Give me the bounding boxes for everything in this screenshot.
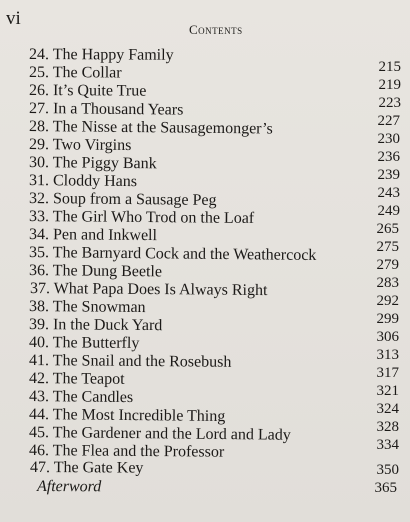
toc-entry-number: 29.	[28, 136, 50, 154]
toc-entry	[29, 190, 217, 210]
toc-entry-title: It’s Quite True	[52, 82, 147, 100]
toc-entry	[29, 226, 157, 245]
toc-page-number: 306	[376, 329, 399, 345]
toc-entry-title: The Happy Family	[52, 46, 174, 64]
toc-entry-title: The Collar	[52, 64, 122, 82]
toc-entry-title: In the Duck Yard	[52, 316, 163, 335]
toc-entry-number: 26.	[28, 82, 50, 100]
toc-entry-number: 46.	[28, 442, 50, 460]
toc-page-number: 215	[378, 59, 401, 75]
toc-page-number: 243	[377, 185, 400, 201]
toc-entry-title: In a Thousand Years	[52, 100, 184, 119]
toc-entry-title: Afterword	[36, 478, 102, 496]
toc-page-number: 279	[376, 257, 399, 273]
toc-entry	[29, 352, 232, 372]
toc-page-number: 328	[376, 419, 399, 435]
toc-page-number: 227	[377, 113, 400, 129]
toc-entry-title: Soup from a Sausage Peg	[52, 190, 217, 209]
toc-entry-number: 25.	[28, 64, 50, 82]
toc-entry-title: The Gate Key	[53, 459, 144, 477]
toc-page-number: 334	[376, 437, 399, 453]
toc-entry	[29, 154, 157, 173]
toc-entry-number: 45.	[28, 424, 50, 442]
toc-page-number: 275	[376, 239, 399, 255]
toc-entry-number: 30.	[28, 154, 50, 172]
toc-entry	[29, 172, 137, 191]
toc-page-number: 350	[376, 462, 399, 478]
toc-entry	[29, 406, 225, 426]
toc-entry	[29, 262, 162, 281]
toc-page-number: 219	[378, 77, 401, 93]
toc-page-number: 299	[376, 311, 399, 327]
toc-entry	[29, 100, 184, 120]
toc-entry	[29, 136, 132, 155]
toc-entry-title: The Barnyard Cock and the Weathercock	[52, 244, 317, 265]
toc-page-number: 265	[376, 221, 399, 237]
toc-entry-number: 39.	[28, 316, 50, 334]
toc-page-number: 236	[377, 149, 400, 165]
toc-entry	[29, 298, 146, 317]
toc-page-number: 324	[376, 401, 399, 417]
toc-entry	[29, 64, 122, 82]
toc-entry-title: The Candles	[52, 388, 134, 407]
toc-page-number: 292	[376, 293, 399, 309]
toc-entry-number: 31.	[28, 172, 50, 190]
toc-entry-number: 41.	[28, 352, 50, 370]
toc-entry-number: 37.	[29, 280, 51, 298]
toc-entry-number: 47.	[29, 459, 51, 477]
toc-entry-number: 32.	[28, 190, 50, 208]
toc-page-number: 239	[377, 167, 400, 183]
toc-page-number: 321	[376, 383, 399, 399]
toc-entry-number: 42.	[28, 370, 50, 388]
toc-entry	[30, 459, 144, 478]
toc-entry	[29, 208, 254, 228]
page-folio: vi	[6, 8, 21, 29]
toc-entry-number: 38.	[28, 298, 50, 316]
toc-entry	[29, 82, 146, 101]
toc-page-number: 365	[374, 480, 397, 496]
toc-entry-number: 36.	[28, 262, 50, 280]
toc-entry-number: 24.	[28, 46, 50, 64]
toc-page-number: 283	[376, 275, 399, 291]
toc-entry	[30, 280, 268, 300]
toc-entry	[29, 388, 133, 407]
toc-entry-number: 28.	[28, 118, 50, 136]
toc-entry-title: The Flea and the Professor	[52, 442, 225, 461]
toc-entry	[29, 370, 125, 389]
toc-entry-number: 43.	[28, 388, 50, 406]
toc-entry-number: 44.	[28, 406, 50, 424]
toc-page-number: 223	[378, 95, 401, 111]
toc-entry-number: 27.	[28, 100, 50, 118]
toc-entry-title: The Most Incredible Thing	[52, 406, 226, 426]
toc-entry-number: 34.	[28, 226, 50, 244]
toc-entry-title: Two Virgins	[52, 136, 132, 155]
running-head: Contents	[189, 22, 243, 37]
toc-page-number: 249	[377, 203, 400, 219]
toc-entry-title: The Snail and the Rosebush	[52, 352, 232, 371]
toc-entry-title: Pen and Inkwell	[52, 226, 158, 245]
toc-entry	[29, 334, 140, 353]
toc-entry-title: The Girl Who Trod on the Loaf	[52, 208, 255, 227]
toc-page-number: 317	[376, 365, 399, 381]
toc-page-number: 230	[377, 131, 400, 147]
toc-entry	[37, 478, 101, 496]
toc-entry-title: The Snowman	[52, 298, 146, 317]
toc-entry-title: The Piggy Bank	[52, 154, 157, 173]
toc-entry	[29, 46, 174, 65]
toc-entry-number: 40.	[28, 334, 50, 352]
toc-entry-number: 33.	[28, 208, 50, 226]
toc-page-number: 313	[376, 347, 399, 363]
toc-entry-title: Cloddy Hans	[52, 172, 138, 191]
toc-entry	[29, 316, 162, 335]
toc-entry-title: The Dung Beetle	[52, 262, 163, 281]
toc-entry-title: What Papa Does Is Always Right	[53, 280, 268, 300]
toc-entry-number: 35.	[28, 244, 50, 262]
toc-entry-title: The Gardener and the Lord and Lady	[52, 424, 291, 444]
toc-entry-title: The Butterfly	[52, 334, 140, 352]
toc-entry-title: The Teapot	[52, 370, 125, 388]
toc-entry-title: The Nisse at the Sausagemonger’s	[52, 118, 273, 138]
